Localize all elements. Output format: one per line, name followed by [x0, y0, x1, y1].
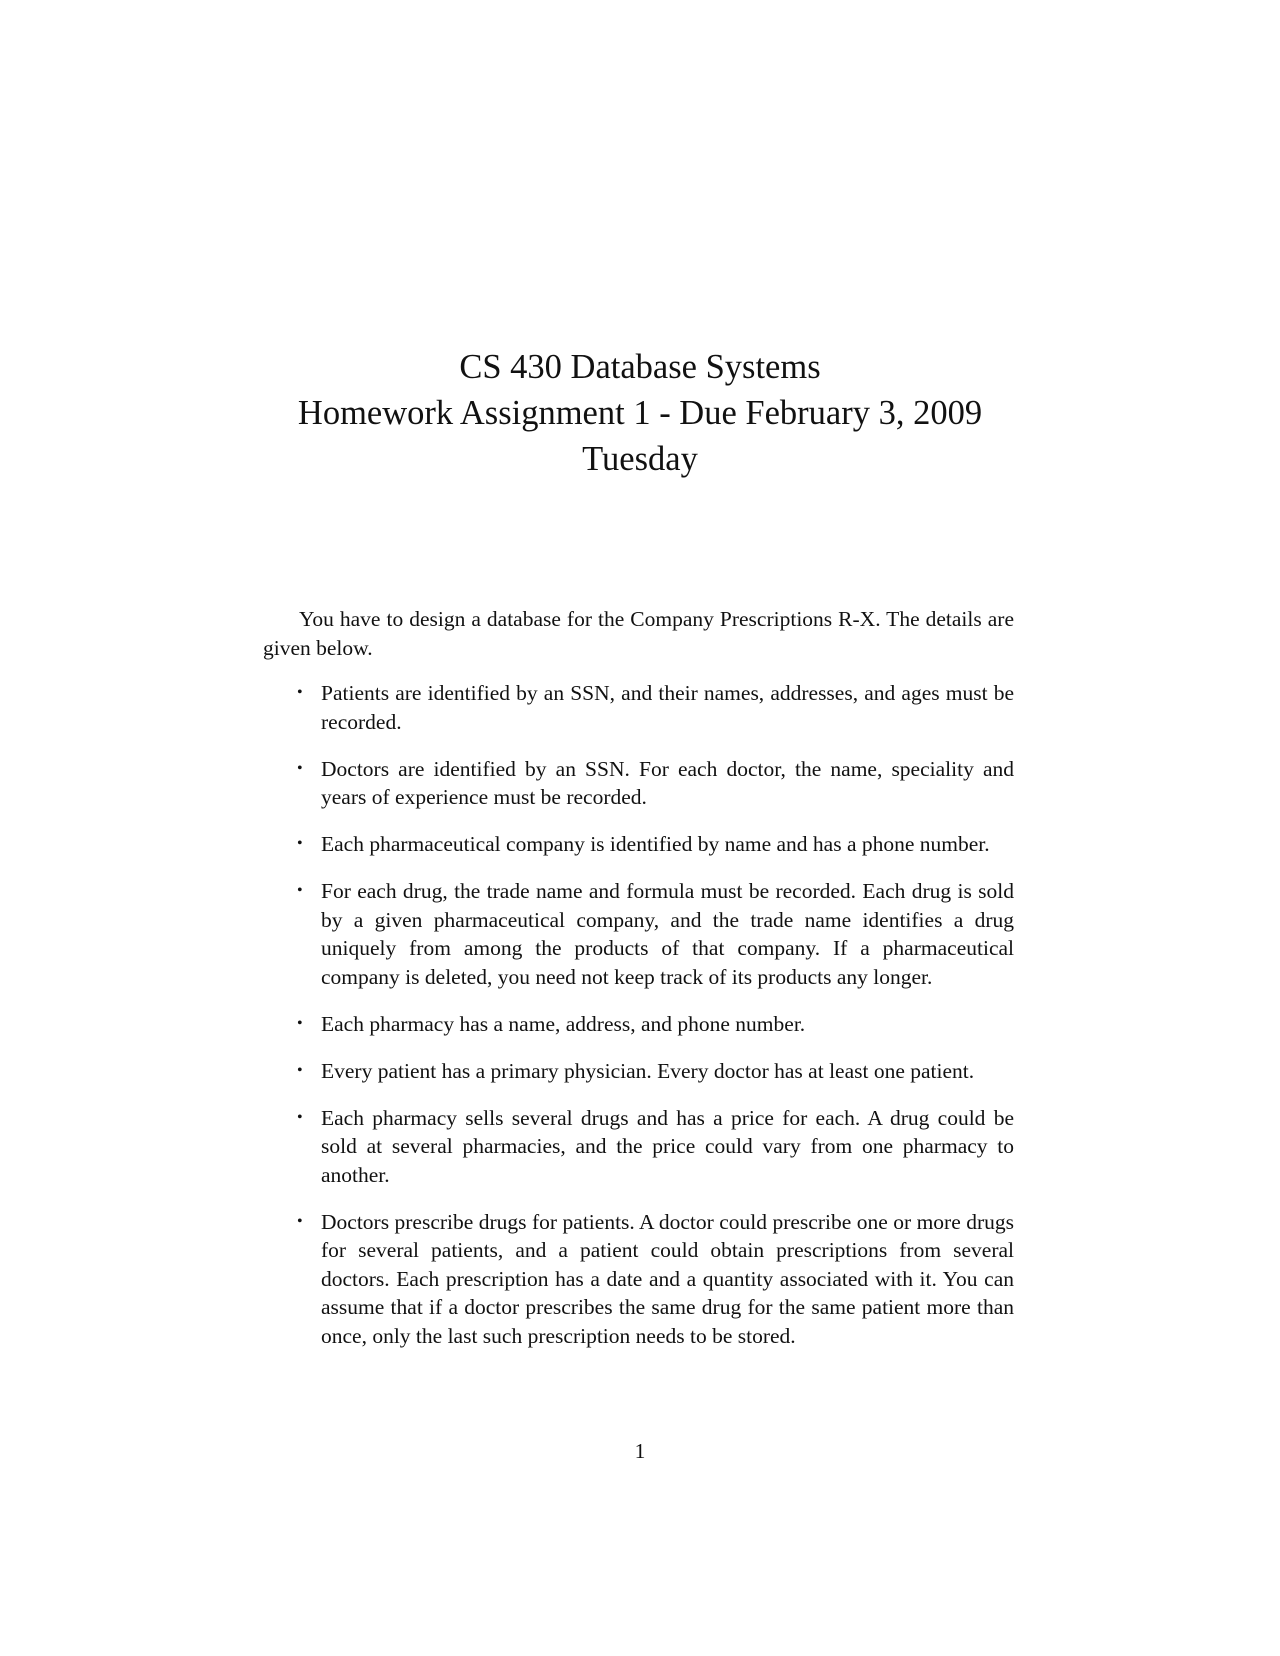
bullet-icon: •	[297, 1212, 303, 1230]
list-item-text: Patients are identified by an SSN, and their names, addresses, and ages must be recorded.	[321, 681, 1014, 734]
list-item-text: Each pharmaceutical company is identified by name and has a phone number.	[321, 832, 990, 856]
list-item	[263, 1208, 1014, 1351]
list-item	[263, 755, 1014, 812]
bullet-icon: •	[297, 882, 303, 899]
assignment-title: Homework Assignment 1 - Due February 3, 2009	[297, 394, 983, 432]
list-item-text: Every patient has a primary physician. Every doctor has at least one patient.	[321, 1058, 975, 1083]
list-item	[263, 679, 1014, 736]
list-item-text: For each drug, the trade name and formula must be recorded. Each drug is sold by a given pharmaceutical company, and the trade name identifies a drug uniquely from among the products of that company. If a pharmaceutical company is deleted, you need not keep track of its products any longer.	[321, 879, 1014, 989]
list-item	[263, 830, 1014, 859]
list-item-text: Each pharmacy sells several drugs and has a price for each. A drug could be sold at several pharmacies, and the price could vary from one pharmacy to another.	[321, 1105, 1014, 1187]
document-body	[263, 605, 1014, 1369]
list-item	[263, 1010, 1014, 1039]
page-number: 1	[634, 1439, 646, 1463]
list-item	[263, 1104, 1014, 1190]
list-item	[263, 1057, 1014, 1086]
list-item	[263, 877, 1014, 991]
list-item-text: Each pharmacy has a name, address, and phone number.	[321, 1011, 806, 1036]
bullet-icon: •	[297, 684, 303, 701]
intro-paragraph: You have to design a database for the Company Prescriptions R-X. The details are given below.	[263, 607, 1014, 660]
list-item-text: Doctors prescribe drugs for patients. A doctor could prescribe one or more drugs for several patients, and a patient could obtain prescriptions from several doctors. Each prescription has a date and a quantity associated with it. You can assume that if a doctor prescribes the same drug for the same patient more than once, only the last such prescription needs to be stored.	[321, 1209, 1014, 1348]
document-title	[0, 344, 1280, 482]
bullet-icon: •	[297, 1061, 303, 1079]
requirements-list	[263, 679, 1014, 1350]
course-title: CS 430 Database Systems	[459, 348, 821, 386]
bullet-icon: •	[297, 835, 303, 852]
bullet-icon: •	[297, 1014, 303, 1032]
due-day: Tuesday	[582, 440, 698, 478]
bullet-icon: •	[297, 1108, 303, 1126]
list-item-text: Doctors are identified by an SSN. For each doctor, the name, speciality and years of experience must be recorded.	[321, 756, 1014, 809]
bullet-icon: •	[297, 759, 303, 777]
